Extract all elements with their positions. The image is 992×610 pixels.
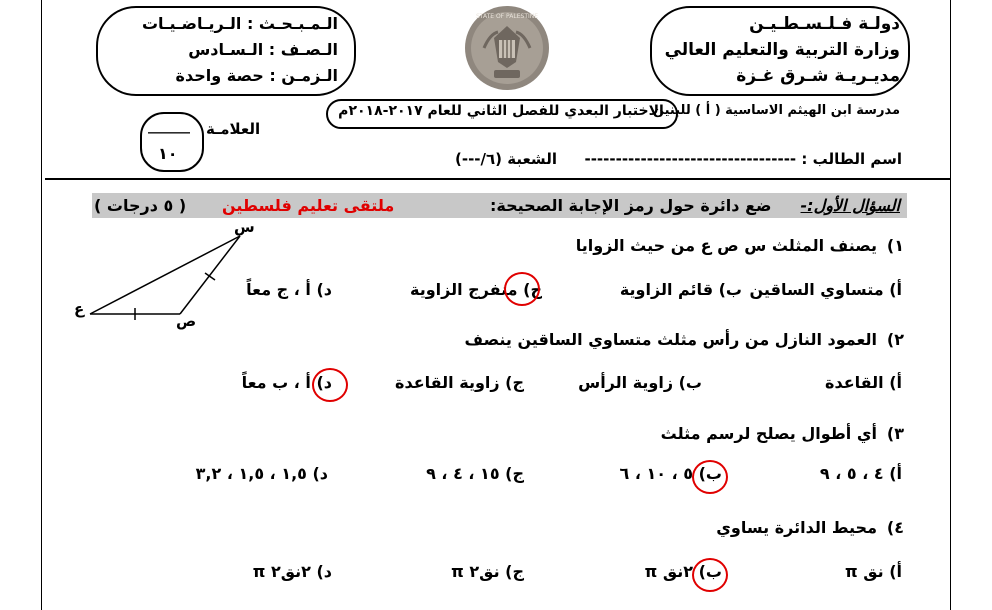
q4-option-d[interactable]: د) ٢نق٢ π xyxy=(252,562,332,581)
q4-answer-circle xyxy=(692,558,728,592)
question-4-text: محيط الدائرة يساوي xyxy=(716,518,877,537)
palestine-emblem-logo xyxy=(462,4,552,92)
header-right-line-3: مديـريـة شـرق غـزة xyxy=(736,66,900,86)
logo-text: STATE OF PALESTINE xyxy=(475,13,539,20)
header-left-line-1: الـمـبـحـث : الـريـاضـيـات xyxy=(141,14,338,33)
q4-option-c[interactable]: ج) نق٢ π xyxy=(451,562,524,581)
q1-answer-circle xyxy=(504,272,540,306)
q3-option-c[interactable]: ج) ١٥ ، ٤ ، ٩ xyxy=(426,464,524,483)
question-4-number: ٤) xyxy=(886,518,904,537)
q2-option-d[interactable]: د) أ ، ب معاً xyxy=(241,373,332,392)
triangle-figure xyxy=(70,218,250,330)
q3-option-b[interactable]: ب) ٥ ، ١٠ ، ٦ xyxy=(619,464,722,483)
page-border-left xyxy=(41,0,42,610)
q2-answer-circle xyxy=(312,368,348,402)
vertex-label-right: ص xyxy=(176,312,197,330)
q1-option-d[interactable]: د) أ ، ج معاً xyxy=(246,280,332,299)
question-1-number: ١) xyxy=(886,236,904,255)
page-border-right xyxy=(950,0,951,610)
section-label: الشعبة (٦/---) xyxy=(455,150,557,168)
q4-option-a[interactable]: أ) نق π xyxy=(844,562,902,581)
header-separator xyxy=(45,178,950,180)
mark-total: ١٠ xyxy=(158,144,178,163)
q2-option-c[interactable]: ج) زاوية القاعدة xyxy=(395,373,524,392)
student-name-label: اسم الطالب : ---------------------------------- xyxy=(584,150,902,168)
watermark-text: ملتقى تعليم فلسطين xyxy=(222,196,395,215)
section1-label: السؤال الأول:- xyxy=(800,196,900,215)
q1-option-b[interactable]: ب) قائم الزاوية xyxy=(619,280,742,299)
q1-option-a[interactable]: أ) متساوي الساقين xyxy=(749,280,902,299)
q3-option-d[interactable]: د) ١,٥ ، ١,٥ ، ٣,٢ xyxy=(195,464,328,483)
mark-blank: ______ xyxy=(148,118,190,134)
section1-instruction: ضع دائرة حول رمز الإجابة الصحيحة: xyxy=(490,196,772,215)
question-1-text: يصنف المثلث س ص ع من حيث الزوايا xyxy=(575,236,877,255)
q4-option-b[interactable]: ب) ٢نق π xyxy=(644,562,722,581)
vertex-label-top: س xyxy=(234,218,255,236)
q1-option-c[interactable]: ج) منفرج الزاوية xyxy=(409,280,542,299)
q3-option-a[interactable]: أ) ٤ ، ٥ ، ٩ xyxy=(819,464,902,483)
header-right-line-1: دولـة فـلـسـطـيـن xyxy=(749,14,900,34)
header-right-line-2: وزارة التربية والتعليم العالي xyxy=(664,40,900,60)
q3-answer-circle xyxy=(692,460,728,494)
header-left-line-2: الـصـف : الـسـادس xyxy=(188,40,338,59)
school-name: مدرسة ابن الهيثم الاساسية ( أ ) للبنين xyxy=(652,103,900,118)
question-2-text: العمود النازل من رأس مثلث متساوي الساقين ينصف xyxy=(464,330,877,349)
exam-title: الاختبار البعدي للفصل الثاني للعام ٢٠١٧-٢٠١٨م xyxy=(338,103,664,119)
section1-marks: ( ٥ درجات ) xyxy=(94,196,187,215)
mark-label: العلامـة xyxy=(206,120,261,138)
header-left-line-3: الـزمـن : حصة واحدة xyxy=(175,66,338,85)
header-left-box xyxy=(96,6,356,96)
q2-option-a[interactable]: أ) القاعدة xyxy=(825,373,902,392)
question-3-text: أي أطوال يصلح لرسم مثلث xyxy=(660,424,877,443)
question-3-number: ٣) xyxy=(886,424,904,443)
q2-option-b[interactable]: ب) زاوية الرأس xyxy=(578,373,702,392)
vertex-label-left: ع xyxy=(74,300,85,318)
header-right-box xyxy=(650,6,910,96)
question-2-number: ٢) xyxy=(886,330,904,349)
